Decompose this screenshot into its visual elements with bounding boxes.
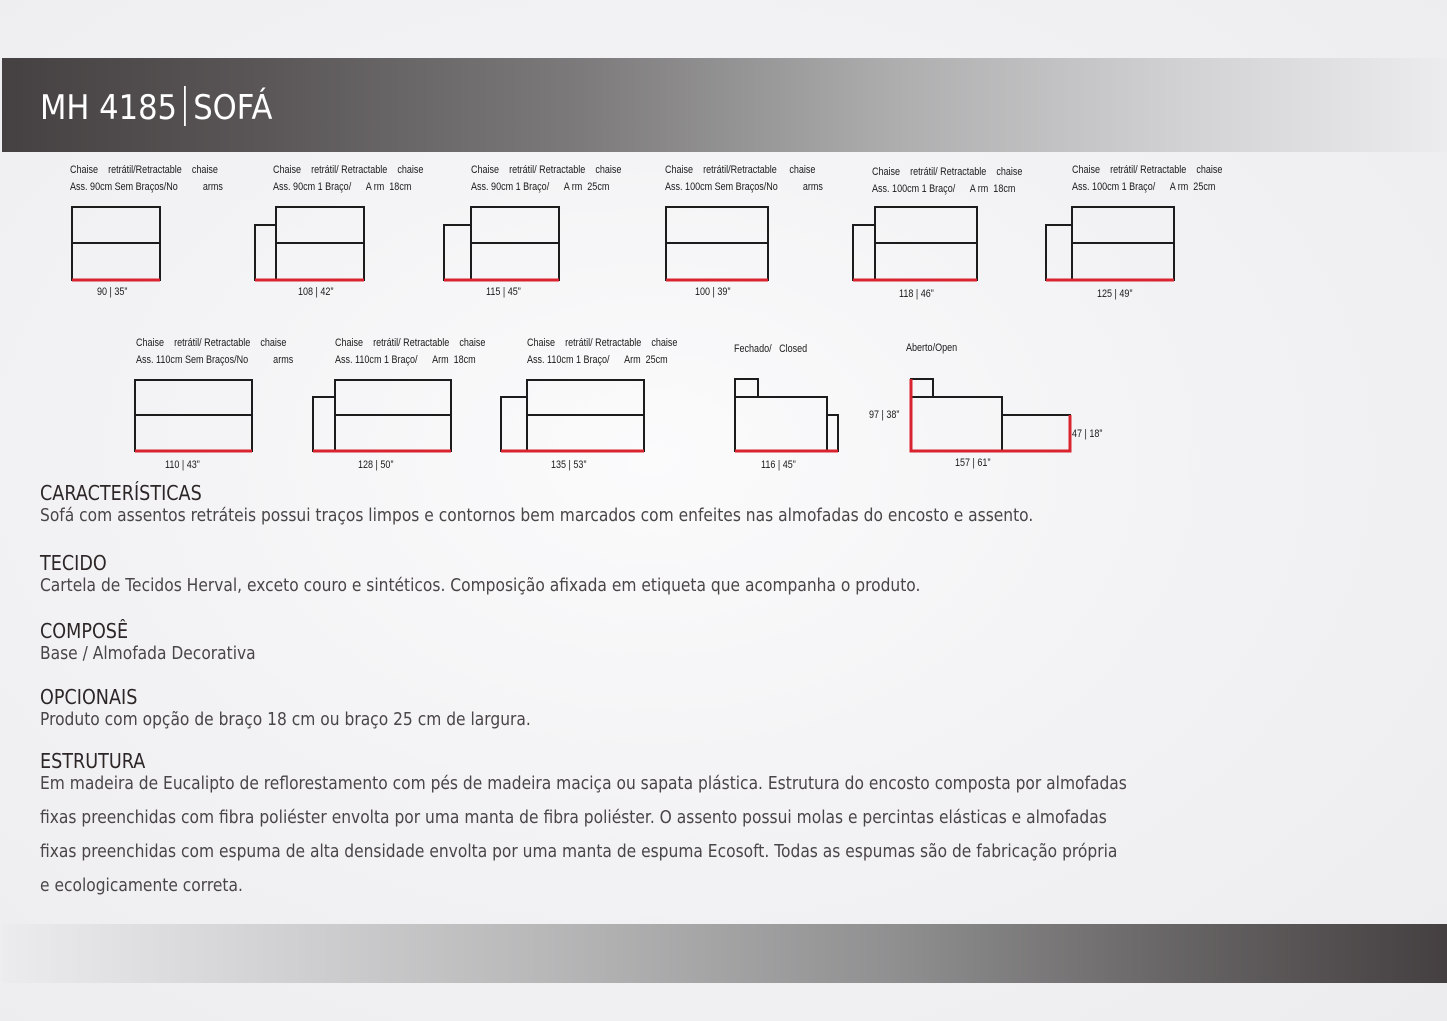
section-title: TECIDO [40,551,107,575]
option-label: Chaise retrátil/ Retractable chaise Ass. 90cm 1 Braço/ A rm 18cm [273,164,424,193]
cushion-outline [911,379,933,397]
diagram-90cm-arm-18 [255,207,364,280]
dimension-label: 108 | 42” [298,286,334,298]
diagram-110cm-no-arms [135,380,252,451]
dimension-label: 90 | 35” [97,286,128,298]
closed-label: Fechado/ Closed [734,343,808,355]
body-line: Em madeira de Eucalipto de reflorestamento com pés de madeira maciça ou sapata plástica. Estrutura do encosto composta por almofadas [40,773,1127,794]
chaise-extension-label: 47 | 18” [1072,428,1103,440]
section-compose [40,619,291,665]
section-caracteristicas [40,481,1195,527]
diagram-open-side [911,379,1070,451]
option-label: Chaise retrátil/Retractable chaise Ass. 90cm Sem Braços/No arms [70,164,223,193]
arm-outline [255,225,276,280]
body-outline [735,397,827,451]
product-code: MH 4185 [40,88,178,128]
option-label: Chaise retrátil/Retractable chaise Ass. 100cm Sem Braços/No arms [665,164,823,193]
section-title: COMPOSÊ [40,619,129,643]
section-title: OPCIONAIS [40,685,138,709]
chaise-outline [1002,415,1070,451]
section-body: Produto com opção de braço 18 cm ou braço 25 cm de largura. [40,709,531,730]
body-outline [911,397,1002,451]
body-line: fixas preenchidas com espuma de alta densidade envolta por uma manta de espuma Ecosoft. Todas as espumas são de fabricação própria [40,841,1118,862]
sofa-diagrams [0,0,1447,480]
dimension-label: 125 | 49” [1097,288,1133,300]
arm-outline [501,397,527,451]
section-title: ESTRUTURA [40,749,146,773]
diagram-100cm-arm-25 [1046,207,1174,280]
section-title: CARACTERÍSTICAS [40,481,202,505]
arm-outline [313,397,335,451]
footer-bar [2,924,1447,983]
section-body: Base / Almofada Decorativa [40,643,256,664]
diagram-90cm-arm-25 [444,207,559,280]
open-label: Aberto/Open [906,342,958,354]
diagram-110cm-arm-25 [501,380,644,451]
body-line: e ecologicamente correta. [40,875,243,896]
cushion-outline [735,379,758,397]
dimension-label: 128 | 50” [358,459,394,471]
diagram-100cm-no-arms [666,207,768,280]
section-estrutura [40,749,1304,903]
dimension-label: 118 | 46” [899,288,934,300]
section-body: Sofá com assentos retráteis possui traços limpos e contornos bem marcados com enfeites nas almofadas do encosto e assento. [40,505,1034,526]
diagram-90cm-no-arms [72,207,160,280]
option-label: Chaise retrátil/ Retractable chaise Ass. 110cm Sem Braços/No arms [136,337,294,366]
section-opcionais [40,685,611,731]
dimension-label: 115 | 45” [486,286,521,298]
dimension-label: 100 | 39” [695,286,731,298]
section-tecido [40,551,1064,597]
option-label: Chaise retrátil/ Retractable chaise Ass. 110cm 1 Braço/ Arm 25cm [527,337,678,366]
diagram-100cm-arm-18 [853,207,977,280]
body-line: fixas preenchidas com fibra poliéster envolta por uma manta de fibra poliéster. O assento possui molas e percintas elásticas e almofadas [40,807,1107,828]
arm-outline [827,415,838,451]
option-label: Chaise retrátil/ Retractable chaise Ass. 110cm 1 Braço/ Arm 18cm [335,337,486,366]
arm-outline [1046,225,1072,280]
arm-outline [444,225,471,280]
option-label: Chaise retrátil/ Retractable chaise Ass. 100cm 1 Braço/ A rm 18cm [872,166,1023,195]
closed-width-label: 116 | 45” [761,459,796,471]
product-name: SOFÁ [193,88,273,128]
dimension-label: 110 | 43” [165,459,200,471]
diagram-closed-side [735,379,838,451]
section-body: Cartela de Tecidos Herval, exceto couro e sintéticos. Composição afixada em etiqueta que acompanha o produto. [40,575,921,596]
arm-outline [853,225,875,280]
section-body [40,767,1127,903]
open-width-label: 157 | 61” [955,457,991,469]
open-depth-label: 97 | 38” [869,409,900,421]
option-label: Chaise retrátil/ Retractable chaise Ass. 100cm 1 Braço/ A rm 25cm [1072,164,1223,193]
diagram-110cm-arm-18 [313,380,451,451]
option-label: Chaise retrátil/ Retractable chaise Ass. 90cm 1 Braço/ A rm 25cm [471,164,622,193]
dimension-label: 135 | 53” [551,459,587,471]
